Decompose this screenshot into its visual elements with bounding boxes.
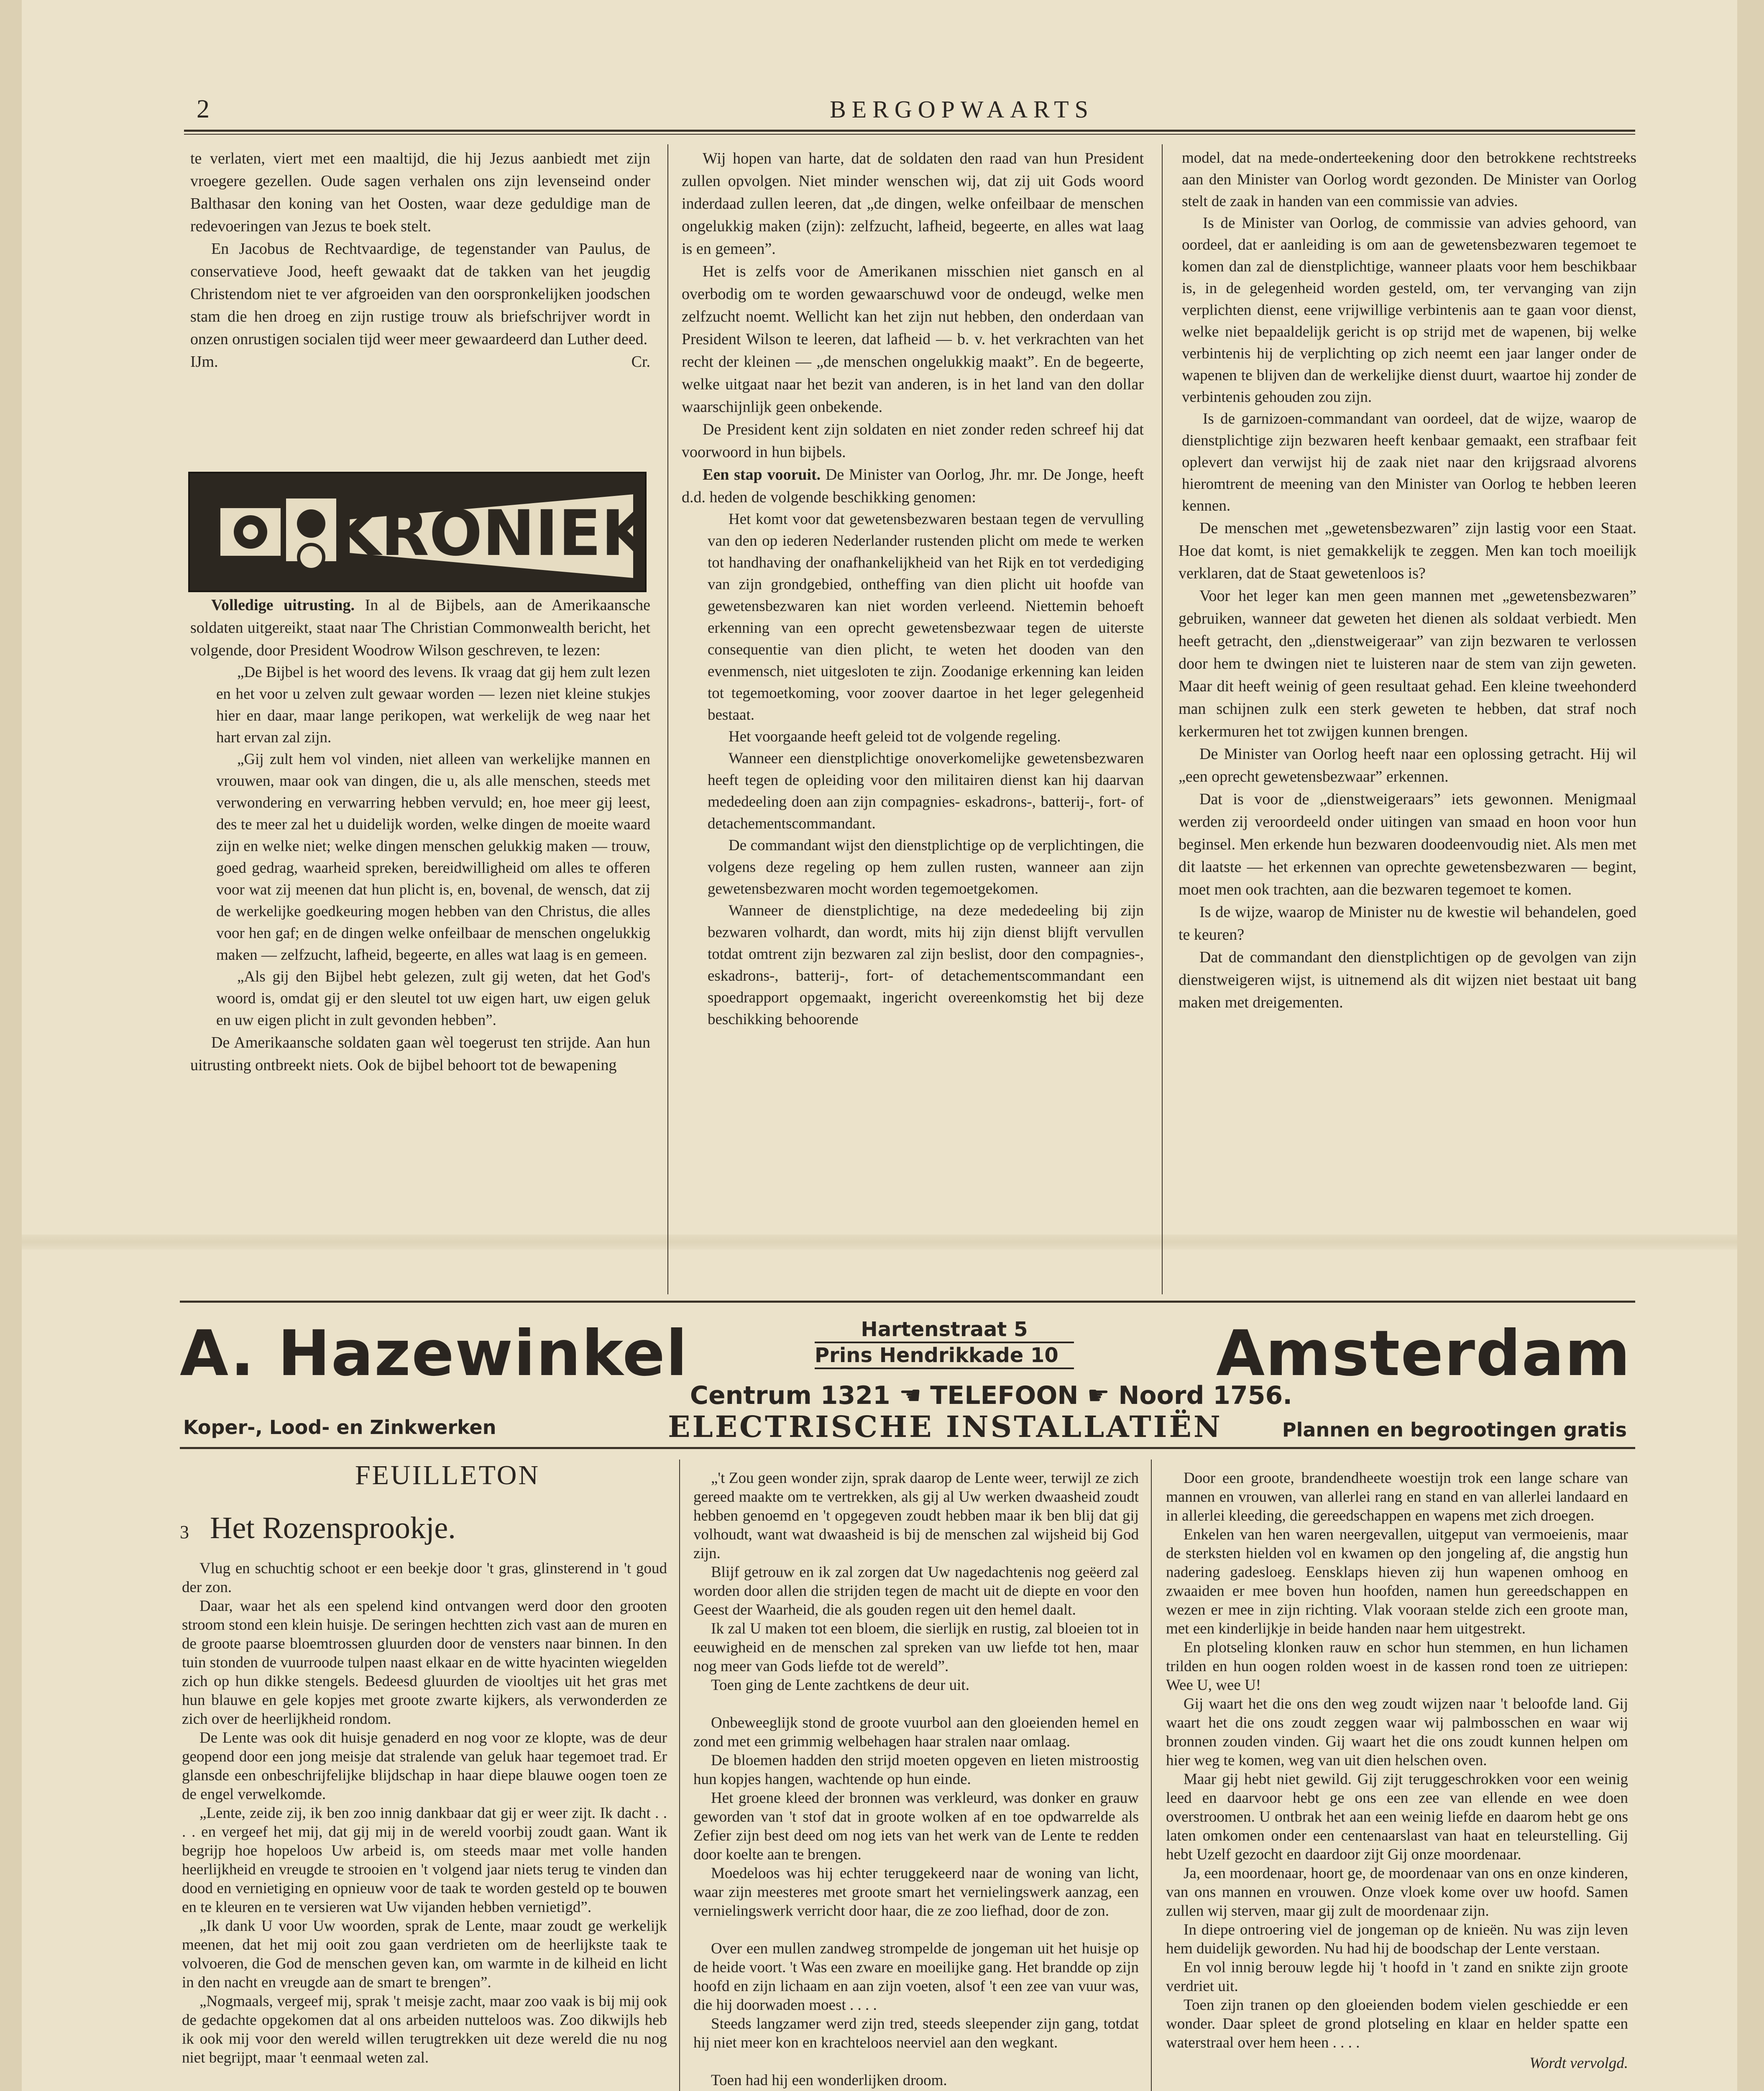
story-paragraph: „'t Zou geen wonder zijn, sprak daarop de Lente weer, terwijl ze zich gereed maakte om te vertrekken, als gij al Uw werken dwaasheid zoudt hebben genoemd en 't opgegeven zoudt hebben maar ik ben blij dat gij volhoudt, want wat dwaasheid is bij de menschen zal wijsheid bij God zijn.	[693, 1470, 1139, 1562]
story-paragraph: En vol innig berouw legde hij 't hoofd in 't zand en snikte zijn groote verdriet uit.	[1166, 1959, 1628, 1995]
story-paragraph: „Lente, zeide zij, ik ben zoo innig dankbaar dat gij er weer zijt. Ik dacht . . . . en vergeef het mij, dat gij mij in de wereld voorbij zoudt gaan. Want ik begrijp hoe hopeloos Uw arbeid is, om steeds maar met volle handen heerlijkheid en vreugde te strooien en 't volgend jaar niets terug te vinden dan dood en vernietiging en opnieuw voor de taak te worden gesteld op te bouwen en te kleuren en te versieren wat Uw vijanden hebben vernietigd”.	[182, 1805, 667, 1916]
paragraph: Dat is voor de „dienstweigeraars” iets gewonnen. Menigmaal werden zij veroordeeld onder uitingen van smaad en hoon voor hun beginsel. Men erkende hun bezwaren doodeenvoudig niet. Als men met dit laatste — het erkennen van oprechte gewetensbezwaren — begint, moet men ook trachten, aan die bezwaren tegemoet te komen.	[1179, 790, 1636, 898]
story-paragraph: Toen zijn tranen op den gloeienden bodem vielen geschiedde er een wonder. Daar spleet de grond plotseling en klaar en helder spatte een waterstraal over hem heen . . . .	[1166, 1996, 1628, 2051]
signature-left: IJm.	[190, 353, 218, 371]
column-divider	[667, 144, 668, 1294]
ad-address-line: Hartenstraat 5	[815, 1317, 1074, 1343]
ministry-decree	[682, 509, 1144, 1030]
kroniek-banner	[188, 472, 647, 592]
item-title: Een stap vooruit.	[703, 466, 821, 483]
kroniek-column-1	[190, 594, 650, 1076]
story-paragraph: Toen had hij een wonderlijken droom.	[711, 2072, 947, 2089]
story-paragraph: Toen ging de Lente zachtkens de deur uit.	[711, 1677, 969, 1694]
quote-paragraph: „Als gij den Bijbel hebt gelezen, zult gij weten, dat het God's woord is, omdat gij er den sleutel tot uw eigen hart, uw eigen geluk en uw eigen plicht in zult gevonden hebben”.	[216, 968, 650, 1029]
masthead-rule-thin	[184, 134, 1635, 135]
story-paragraph: Vlug en schuchtig schoot er een beekje door 't gras, glinsterend in 't goud der zon.	[182, 1560, 667, 1596]
paragraph: Voor het leger kan men geen mannen met „gewetensbezwaren” gebruiken, wanneer dat geweten het dienen als soldaat verbiedt. Men heeft getracht, den „dienstweigeraar” van zijn bezwaren te verlossen door hem te dwingen niet te luisteren naar de stem van zijn geweten. Maar dit heeft weinig of geen resultaat gehad. Een kleine tweehonderd man schijnen zulk een sterk geweten te hebben, dat straf noch kerkermuren het tot zwijgen kunnen brengen.	[1179, 587, 1636, 740]
decree-paragraph: Het voorgaande heeft geleid tot de volgende regeling.	[729, 728, 1061, 745]
wilson-quote	[190, 662, 650, 1031]
episode-number: 3	[180, 1522, 189, 1542]
ad-services-right: Plannen en begrootingen gratis	[1282, 1419, 1627, 1441]
paragraph: Wij hopen van harte, dat de soldaten den raad van hun President zullen opvolgen. Niet minder wenschen wij, dat zij uit Gods woord inderdaad zullen leeren, dat „de dingen, welke onfeilbaar de menschen ongelukkig maken (zijn): zelfzucht, lafheid, begeerte, en alles wat laag is en gemeen”.	[682, 150, 1144, 258]
ad-top-rule	[180, 1301, 1635, 1303]
column-divider	[1151, 1460, 1152, 2091]
story-paragraph: Ja, een moordenaar, hoort ge, de moordenaar van ons en onze kinderen, van ons mannen en vrouwen. Onze vloek kome over uw hoofd. Samen zullen wij sterven, maar gij zult de moordenaar zijn.	[1166, 1865, 1628, 1920]
story-paragraph: Gij waart het die ons den weg zoudt wijzen naar 't beloofde land. Gij waart het die ons zoudt zeggen waar wij palmbosschen en waar wij bronnen zouden vinden. Gij waart het die ons zoudt kunnen helpen om hier weg te komen, weg van uit dien helschen oven.	[1166, 1695, 1628, 1769]
article-signature	[190, 350, 650, 373]
decree-paragraph: Het komt voor dat gewetensbezwaren bestaan tegen de vervulling van den op iederen Nederlander rustenden plicht om mede te werken tot handhaving der onafhankelijkheid van het Rijk en tot verdediging van zijn grondgebied, ontheffing van dien plicht uit hoofde van gewetensbezwaren kan niet worden verleend. Niettemin behoeft erkenning van een oprecht gewetensbezwaar tegen de uiterste consequentie van dien plicht, te weten het dooden van den evenmensch, niet uitgesloten te zijn. Zoodanige erkenning kan leiden tot tegemoetkoming, voor zoover daartoe in het leger gelegenheid bestaat.	[708, 511, 1144, 723]
kroniek-heading: KRONIEK	[332, 497, 645, 570]
ad-company-name: A. Hazewinkel	[180, 1317, 688, 1390]
story-paragraph: En plotseling klonken rauw en schor hun stemmen, en hun lichamen trilden en hun oogen rolden woest in de kassen rond toen ze uitriepen: Wee U, wee U!	[1166, 1639, 1628, 1694]
story-paragraph: Steeds langzamer werd zijn tred, steeds sleepender zijn gang, totdat hij niet meer kon en krachteloos neerviel aan den wegkant.	[693, 2015, 1139, 2051]
story-paragraph: Enkelen van hen waren neergevallen, uitgeput van vermoeienis, maar de sterksten hielden vol en kwamen op den jongeling af, die angstig hun nadering gadesloeg. Eensklaps hieven zij hun wapenen omhoog en zwaaiden er mee boven hun hoofden, namen hun gereedschappen en wezen er mee in zijn richting. Vlak vooraan stelde zich een groote man, met een kinderlijkje in beide handen naar hem uitgestrekt.	[1166, 1526, 1628, 1637]
masthead: BERGOPWAARTS	[830, 96, 1094, 123]
decree-paragraph: De commandant wijst den dienstplichtige op de verplichtingen, die volgens deze regeling op hem zullen rusten, wanneer aan zijn gewetensbezwaren mocht worden tegemoetgekomen.	[708, 837, 1144, 897]
paragraph: Is de wijze, waarop de Minister nu de kwestie wil behandelen, goed te keuren?	[1179, 903, 1636, 943]
story-paragraph: Maar gij hebt niet gewild. Gij zijt teruggeschrokken voor een weinig leed en daarvoor hebt ge ons een zee van ellende en wee doen overstroomen. U ontbrak het aan een weinig liefde en daarom hebt ge ons laten omkomen onder een centenaarslast van haat en teleurstelling. Gij hebt Uzelf gezocht en daardoor zijt Gij onze moordenaar.	[1166, 1771, 1628, 1863]
feuilleton-column-3	[1166, 1469, 1628, 2073]
ad-services-left: Koper-, Lood- en Zinkwerken	[183, 1416, 496, 1439]
column-divider	[1162, 144, 1163, 1294]
decree-paragraph: Wanneer een dienstplichtige onoverkomelijke gewetensbezwaren heeft tegen de opleiding voor den militairen dienst kan hij daarvan mededeeling doen aan zijn compagnies- eskadrons-, batterij-, fort- of detachementscommandant.	[708, 750, 1144, 832]
ad-telephone: Centrum 1321 ☚ TELEFOON ☛ Noord 1756.	[690, 1381, 1293, 1410]
column-divider	[679, 1460, 680, 2091]
story-paragraph: De bloemen hadden den strijd moeten opgeven en lieten mistroostig hun kopjes hangen, wachtende op hun einde.	[693, 1752, 1139, 1788]
story-paragraph: In diepe ontroering viel de jongeman op de knieën. Nu was zijn leven hem duidelijk geworden. Nu had hij de boodschap der Lente verstaan.	[1166, 1921, 1628, 1957]
item-intro: De Minister van Oorlog, Jhr. mr. De Jonge, heeft d.d. heden de volgende beschikking genomen:	[682, 466, 1144, 506]
paragraph: En Jacobus de Rechtvaardige, de tegenstander van Paulus, de conservatieve Jood, heeft gewaakt dat de takken van het jeugdig Christendom niet te ver afgroeiden van den oorspronkelijken joodschen stam die hen droeg en zijn rustige trouw als briefschrijver wordt in onzen onrustigen socialen tijd weer meer gewaardeerd dan Luther deed.	[190, 240, 650, 348]
story-paragraph: De Lente was ook dit huisje genaderd en nog voor ze klopte, was de deur geopend door een jong meisje dat stralende van geluk haar tegemoet trad. Er glansde een onbeschrijfelijke blijdschap in haar diepe blauwe oogen toen ze de engel verwelkomde.	[182, 1729, 667, 1803]
story-paragraph: Ik zal U maken tot een bloem, die sierlijk en rustig, zal bloeien tot in eeuwigheid en de menschen zal spreken van uw liefde tot hen, maar nog meer van Gods liefde tot de wereld”.	[693, 1620, 1139, 1675]
quote-paragraph: „De Bijbel is het woord des levens. Ik vraag dat gij hem zult lezen en het voor u zelven zult gewaar worden — lezen niet kleine stukjes hier en daar, maar lange perikopen, wat werkelijk de weg naar het hart ervan zal zijn.	[216, 664, 650, 746]
article-column-1	[190, 147, 650, 373]
quote-paragraph: „Gij zult hem vol vinden, niet alleen van werkelijke mannen en vrouwen, maar ook van dingen, die u, als alle menschen, steeds met verwondering en verwarring hebben vervuld; en, hoe meer gij leest, des te meer zal het u duidelijk worden, welke dingen de moeite waard zijn en welke niet; welke dingen menschen gelukkig maken — trouw, goed gedrag, waarheid spreken, bereidwilligheid om alles te offeren voor wat zij meenen dat hun plicht is, en, bovenal, de wensch, dat zij de werkelijke goedkeuring mogen hebben van den Christus, die alles voor hen gaf; en de dingen welke onfeilbaar de menschen ongelukkig maken — zelfzucht, lafheid, begeerte, en alles wat laag is en gemeen.	[216, 751, 650, 964]
feuilleton-column-1	[182, 1559, 667, 2067]
ad-services-middle: ELECTRISCHE INSTALLATIËN	[668, 1409, 1222, 1444]
item-intro: In al de Bijbels, aan de Amerikaansche soldaten uitgereikt, staat naar The Christian Commonwealth bericht, het volgende, door President Woodrow Wilson geschreven, te lezen:	[190, 596, 650, 659]
paragraph: Dat de commandant den dienstplichtigen op de gevolgen van zijn dienstweigeren wijst, is uitnemend als dit wijzen niet bestaat uit bang maken met dreigementen.	[1179, 948, 1636, 1011]
story-paragraph: Door een groote, brandendheete woestijn trok een lange schare van mannen en vrouwen, van allerlei rang en stand en van allerlei landaard en in allerlei kleeding, die gereedschappen en wapens met zich droegen.	[1166, 1470, 1628, 1524]
ad-bottom-rule	[180, 1447, 1635, 1449]
decree-paragraph: Is de Minister van Oorlog, de commissie van advies gehoord, van oordeel, dat er aanleiding is om aan de gewetensbezwaren tegemoet te komen dan zal de dienstplichtige, wanneer plaats voor hem beschikbaar is, in de gelegenheid worden gesteld, om, ter vervanging van zijn verplichten dienst, eene vrijwillige verbintenis aan te gaan voor dienst, welke niet bepaaldelijk gericht is op strijd met de wapenen, bij welke verbintenis hij de verplichting op zich neemt een jaar langer onder de wapenen te blijven dan de werkelijke dienst duurt, waartoe hij zonder de verbintenis gehouden zou zijn.	[1182, 215, 1636, 406]
ad-addresses	[815, 1317, 1074, 1369]
story-title	[180, 1511, 456, 1546]
story-title-text: Het Rozensprookje.	[210, 1511, 456, 1545]
story-paragraph: Daar, waar het als een spelend kind ontvangen werd door den grooten stroom stond een klein huisje. De seringen hechtten zich vast aan de muren en de groote paarse bloemtrossen gluurden door de vensters naar binnen. In den tuin stonden de vuurroode tulpen naast elkaar en de witte hyacinten wiegelden zich op hun dikke stengels. Bedeesd gluurden de viooltjes uit het gras met hun blauwe en gele kopjes met groote zwarte kijkers, als verwonderden ze zich over de heerlijkheid rondom.	[182, 1598, 667, 1728]
story-paragraph: Onbeweeglijk stond de groote vuurbol aan den gloeienden hemel en zond met een grimmig welbehagen haar stralen naar omlaag.	[693, 1714, 1139, 1750]
story-paragraph: Over een mullen zandweg strompelde de jongeman uit het huisje op de heide voort. 't Was een zware en moeilijke gang. Het brandde op zijn hoofd en zijn lichaam en aan zijn voeten, alsof 't een zee van vuur was, die hij doorwaden moest . . . .	[693, 1940, 1139, 2014]
paragraph: Het is zelfs voor de Amerikanen misschien niet gansch en al overbodig om te worden gewaarschuwd voor de ondeugd, welke men zelfzucht noemt. Wellicht kan het zijn nut hebben, den onderdaan van President Wilson te leeren, dat lafheid — b. v. het verkrachten van het recht der kleinen — „de menschen ongelukkig maakt”. En de begeerte, welke uitgaat naar het bezit van anderen, is in het land van den dollar waarschijnlijk geen onbekende.	[682, 263, 1144, 416]
story-paragraph: Het groene kleed der bronnen was verkleurd, was donker en grauw geworden van 't stof dat in groote wolken af en toe opdwarrelde als Zefier zijn best deed om nog iets van het werk van de Lente te redden door koelte aan te brengen.	[693, 1789, 1139, 1863]
decree-paragraph: model, dat na mede-onderteekening door den betrokkene rechtstreeks aan den Minister van Oorlog wordt gezonden. De Minister van Oorlog stelt de zaak in handen van een commissie van advies.	[1182, 149, 1636, 210]
story-paragraph: „Ik dank U voor Uw woorden, sprak de Lente, maar zoudt ge werkelijk meenen, dat het mij ooit zou gaan verdrieten om de heerlijkste taak te volvoeren, die God de menschen geven kan, om warmte in de kilheid en licht in den nacht en vreugde aan de smart te brengen”.	[182, 1917, 667, 1991]
article-column-3	[1179, 147, 1636, 1014]
decree-paragraph: Is de garnizoen-commandant van oordeel, dat de wijze, waarop de dienstplichtige zijn bezwaren heeft kenbaar gemaakt, een strafbaar feit oplevert dan verwijst hij de zaak niet naar den krijgsraad alvorens hieromtrent de meening van den Minister van Oorlog te hebben leeren kennen.	[1182, 410, 1636, 514]
feuilleton-column-2	[693, 1469, 1139, 2090]
paragraph: te verlaten, viert met een maaltijd, die hij Jezus aanbiedt met zijn vroegere gezellen. Oude sagen verhalen ons zijn levenseind onder Balthasar den koning van het Oosten, waar deze geduldige man de redevoeringen van Jezus te boek stelt.	[190, 150, 650, 235]
to-be-continued: Wordt vervolgd.	[1529, 2055, 1628, 2072]
ad-city: Amsterdam	[1216, 1317, 1631, 1390]
ad-address-line: Prins Hendrikkade 10	[815, 1343, 1074, 1369]
ministry-decree-cont	[1179, 147, 1636, 517]
story-paragraph: „Nogmaals, vergeef mij, sprak 't meisje zacht, maar zoo vaak is bij mij ook de gedachte opgekomen dat al ons arbeiden nutteloos was. Zoo dikwijls heb ik ook mij voor den wereld willen terugtrekken uit deze wereld die nu nog niet begrijpt, maar 't eenmaal weten zal.	[182, 1993, 667, 2066]
signature-right: Cr.	[631, 353, 650, 371]
story-paragraph: Moedeloos was hij echter teruggekeerd naar de woning van licht, waar zijn meesteres met groote smart het vernielingswerk aanzag, een vernielingswerk verricht door haar, die ze zoo liefhad, door de zon.	[693, 1865, 1139, 1920]
story-paragraph: Blijf getrouw en ik zal zorgen dat Uw nagedachtenis nog geëerd zal worden door allen die strijden tegen de macht uit de diepte en voor den Geest der Waarheid, die als gouden regen uit den hemel daalt.	[693, 1564, 1139, 1618]
hazewinkel-advertisement	[180, 1309, 1631, 1464]
page-fold-crease	[22, 1235, 1737, 1250]
paragraph: De Amerikaansche soldaten gaan wèl toegerust ten strijde. Aan hun uitrusting ontbreekt niets. Ook de bijbel behoort tot de bewapening	[190, 1034, 650, 1074]
masthead-rule	[184, 130, 1635, 132]
item-title: Volledige uitrusting.	[211, 596, 355, 614]
kroniek-illustration	[190, 473, 645, 590]
page-number: 2	[197, 95, 210, 123]
decree-paragraph: Wanneer de dienstplichtige, na deze mededeeling bij zijn bezwaren volhardt, dan wordt, mits hij zijn dienst blijft vervullen totdat omtrent zijn bezwaren zal zijn beslist, door den compagnies-, eskadrons-, batterij-, fort- of detachementscommandant een spoedrapport opgemaakt, ingericht overeenkomstig het bij deze beschikking behoorende	[708, 902, 1144, 1028]
article-column-2	[682, 147, 1144, 1030]
paragraph: De Minister van Oorlog heeft naar een oplossing getracht. Hij wil „een oprecht gewetensbezwaar” erkennen.	[1179, 745, 1636, 785]
feuilleton-heading: FEUILLETON	[355, 1460, 540, 1490]
paragraph: De menschen met „gewetensbezwaren” zijn lastig voor een Staat. Hoe dat komt, is niet gemakkelijk te zeggen. Men kan toch moeilijk verklaren, dat de Staat gewetenloos is?	[1179, 519, 1636, 582]
paragraph: De President kent zijn soldaten en niet zonder reden schreef hij dat voorwoord in hun bijbels.	[682, 421, 1144, 461]
